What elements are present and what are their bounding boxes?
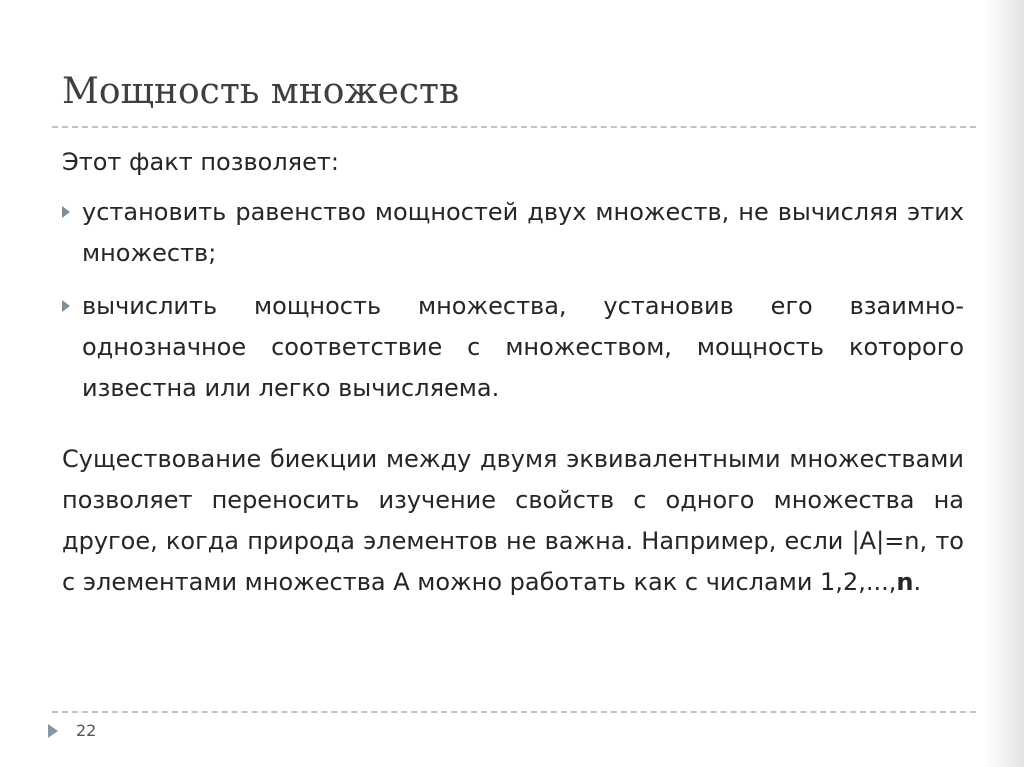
paragraph-end: . (913, 568, 922, 596)
bullet-text: установить равенство мощностей двух множеств, не вычисляя этих множеств; (82, 198, 964, 267)
triangle-right-icon (48, 724, 58, 738)
footer-divider (52, 711, 976, 713)
slide-title: Мощность множеств (62, 71, 460, 112)
paragraph-text: Существование биекции между двумя эквивалентными множествами позволяет переносить изучение свойств с одного множества на другое, когда природа элементов не важна. Например, если |A|=n, то с элементами множества A можно работать как с числами 1,2,..., (62, 445, 964, 596)
slide-edge-shading (984, 0, 1024, 767)
triangle-right-icon (62, 206, 70, 218)
bullet-item (62, 286, 964, 409)
title-divider (52, 126, 976, 128)
slide-content (62, 142, 964, 603)
paragraph-variable: n (896, 568, 914, 596)
bullet-text: вычислить мощность множества, установив его взаимно-однозначное соответствие с множеством, мощность которого известна или легко вычисляема. (82, 292, 964, 402)
body-paragraph (62, 439, 964, 603)
bullet-item (62, 192, 964, 274)
page-number: 22 (76, 721, 97, 740)
intro-text: Этот факт позволяет: (62, 148, 339, 176)
triangle-right-icon (62, 300, 70, 312)
bullet-list (62, 192, 964, 409)
